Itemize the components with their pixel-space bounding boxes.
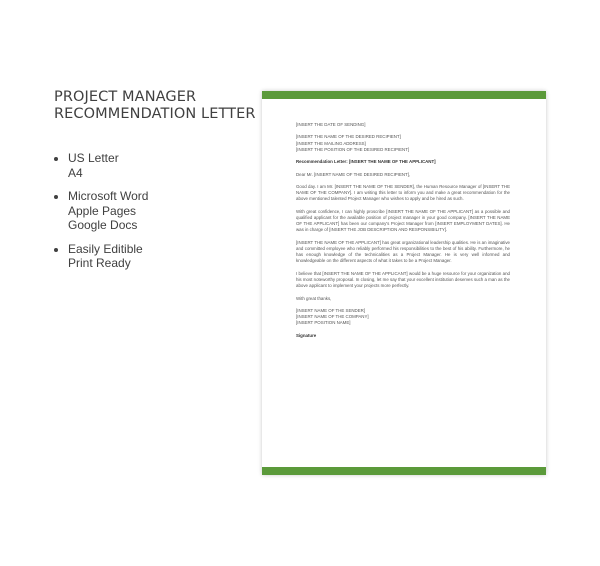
letter-closing: With great thanks, bbox=[296, 295, 332, 301]
letter-date-block bbox=[296, 122, 510, 128]
letter-closing-block bbox=[296, 296, 510, 302]
feature-item: Google Docs bbox=[68, 218, 138, 232]
feature-item: US Letter bbox=[68, 151, 119, 165]
letter-date: [INSERT THE DATE OF SENDING] bbox=[296, 122, 366, 127]
letter-subject: Recommendation Letter: [INSERT THE NAME OF THE APPLICANT] bbox=[296, 159, 436, 165]
letter-paragraph: [INSERT THE NAME OF THE APPLICANT] has great organizational leadership qualities. He is an imaginative and committed employee who reliably performed his responsibilities to the best of his ability. Furthermore, he has enough knowledge of the technicalities as a Project Manager. He is very well informed and knowledgeable on the different aspects of what it takes to be a Project Manager. bbox=[296, 239, 510, 264]
letter-preview[interactable] bbox=[262, 91, 546, 475]
sender-line: [INSERT POSITION NAME] bbox=[296, 320, 351, 326]
letter-paragraph: I believe that [INSERT THE NAME OF THE APPLICANT] would be a huge resource for your organization and his most noteworthy proposal. In closing, let me say that your excellent institution deserves such a man as the above applicant to implement your projects more perfectly. bbox=[296, 270, 510, 289]
bullet-icon bbox=[54, 248, 58, 252]
bottom-accent-bar bbox=[262, 467, 546, 475]
feature-item: Apple Pages bbox=[68, 203, 137, 218]
recipient-line: [INSERT THE MAILING ADDRESS] bbox=[296, 140, 366, 146]
letter-paragraph: With great confidence, I can highly proscribe [INSERT THE NAME OF THE APPLICANT] as a possible and qualified applicant for the available position of project manager in your good company. [INSERT THE NAME OF THE APPLICANT] has been our company's Project Manager from [INSERT EMPLOYMENT DATES]. He was in charge of [INSERT THE JOB DESCRIPTION AND RESPONSIBILITY]. bbox=[296, 208, 510, 233]
top-accent-bar bbox=[262, 91, 546, 99]
sender-line: [INSERT NAME OF THE SENDER] bbox=[296, 307, 366, 313]
feature-group-apps bbox=[54, 189, 148, 233]
letter-recipient-block bbox=[296, 134, 510, 153]
recipient-line: [INSERT THE NAME OF THE DESIRED RECIPIENT] bbox=[296, 134, 401, 140]
feature-item: Easily Editible bbox=[68, 241, 143, 256]
page-title bbox=[54, 89, 254, 123]
letter-sender-block bbox=[296, 308, 510, 327]
page-title-line-2: RECOMMENDATION LETTER bbox=[54, 106, 256, 122]
letter-salutation-block bbox=[296, 172, 510, 178]
letter-signature: Signature bbox=[296, 332, 317, 338]
feature-group-editing bbox=[54, 242, 148, 271]
recipient-line: [INSERT THE POSITION OF THE DESIRED RECIPIENT] bbox=[296, 146, 410, 152]
feature-group-formats bbox=[54, 151, 148, 180]
feature-list bbox=[54, 151, 148, 280]
letter-body bbox=[296, 122, 510, 345]
letter-signature-block bbox=[296, 333, 510, 339]
page-title-line-1: PROJECT MANAGER bbox=[54, 89, 197, 105]
bullet-icon bbox=[54, 195, 58, 199]
feature-item: Print Ready bbox=[68, 256, 131, 270]
letter-subject-block bbox=[296, 159, 510, 165]
feature-item: Microsoft Word bbox=[68, 189, 149, 203]
bullet-icon bbox=[54, 157, 58, 161]
letter-paragraph: Good day. I am Mr. [INSERT THE NAME OF THE SENDER], the Human Resource Manager of [INSERT THE NAME OF THE COMPANY]. I am writing this letter to inform you and make a great recommendation for the above mentioned talented Project Manager who wishes to apply and be hired as such. bbox=[296, 183, 510, 202]
feature-item: A4 bbox=[68, 165, 83, 180]
sender-line: [INSERT NAME OF THE COMPANY] bbox=[296, 314, 369, 320]
letter-salutation: Dear Mr. [INSERT NAME OF THE DESIRED RECIPIENT], bbox=[296, 171, 411, 177]
